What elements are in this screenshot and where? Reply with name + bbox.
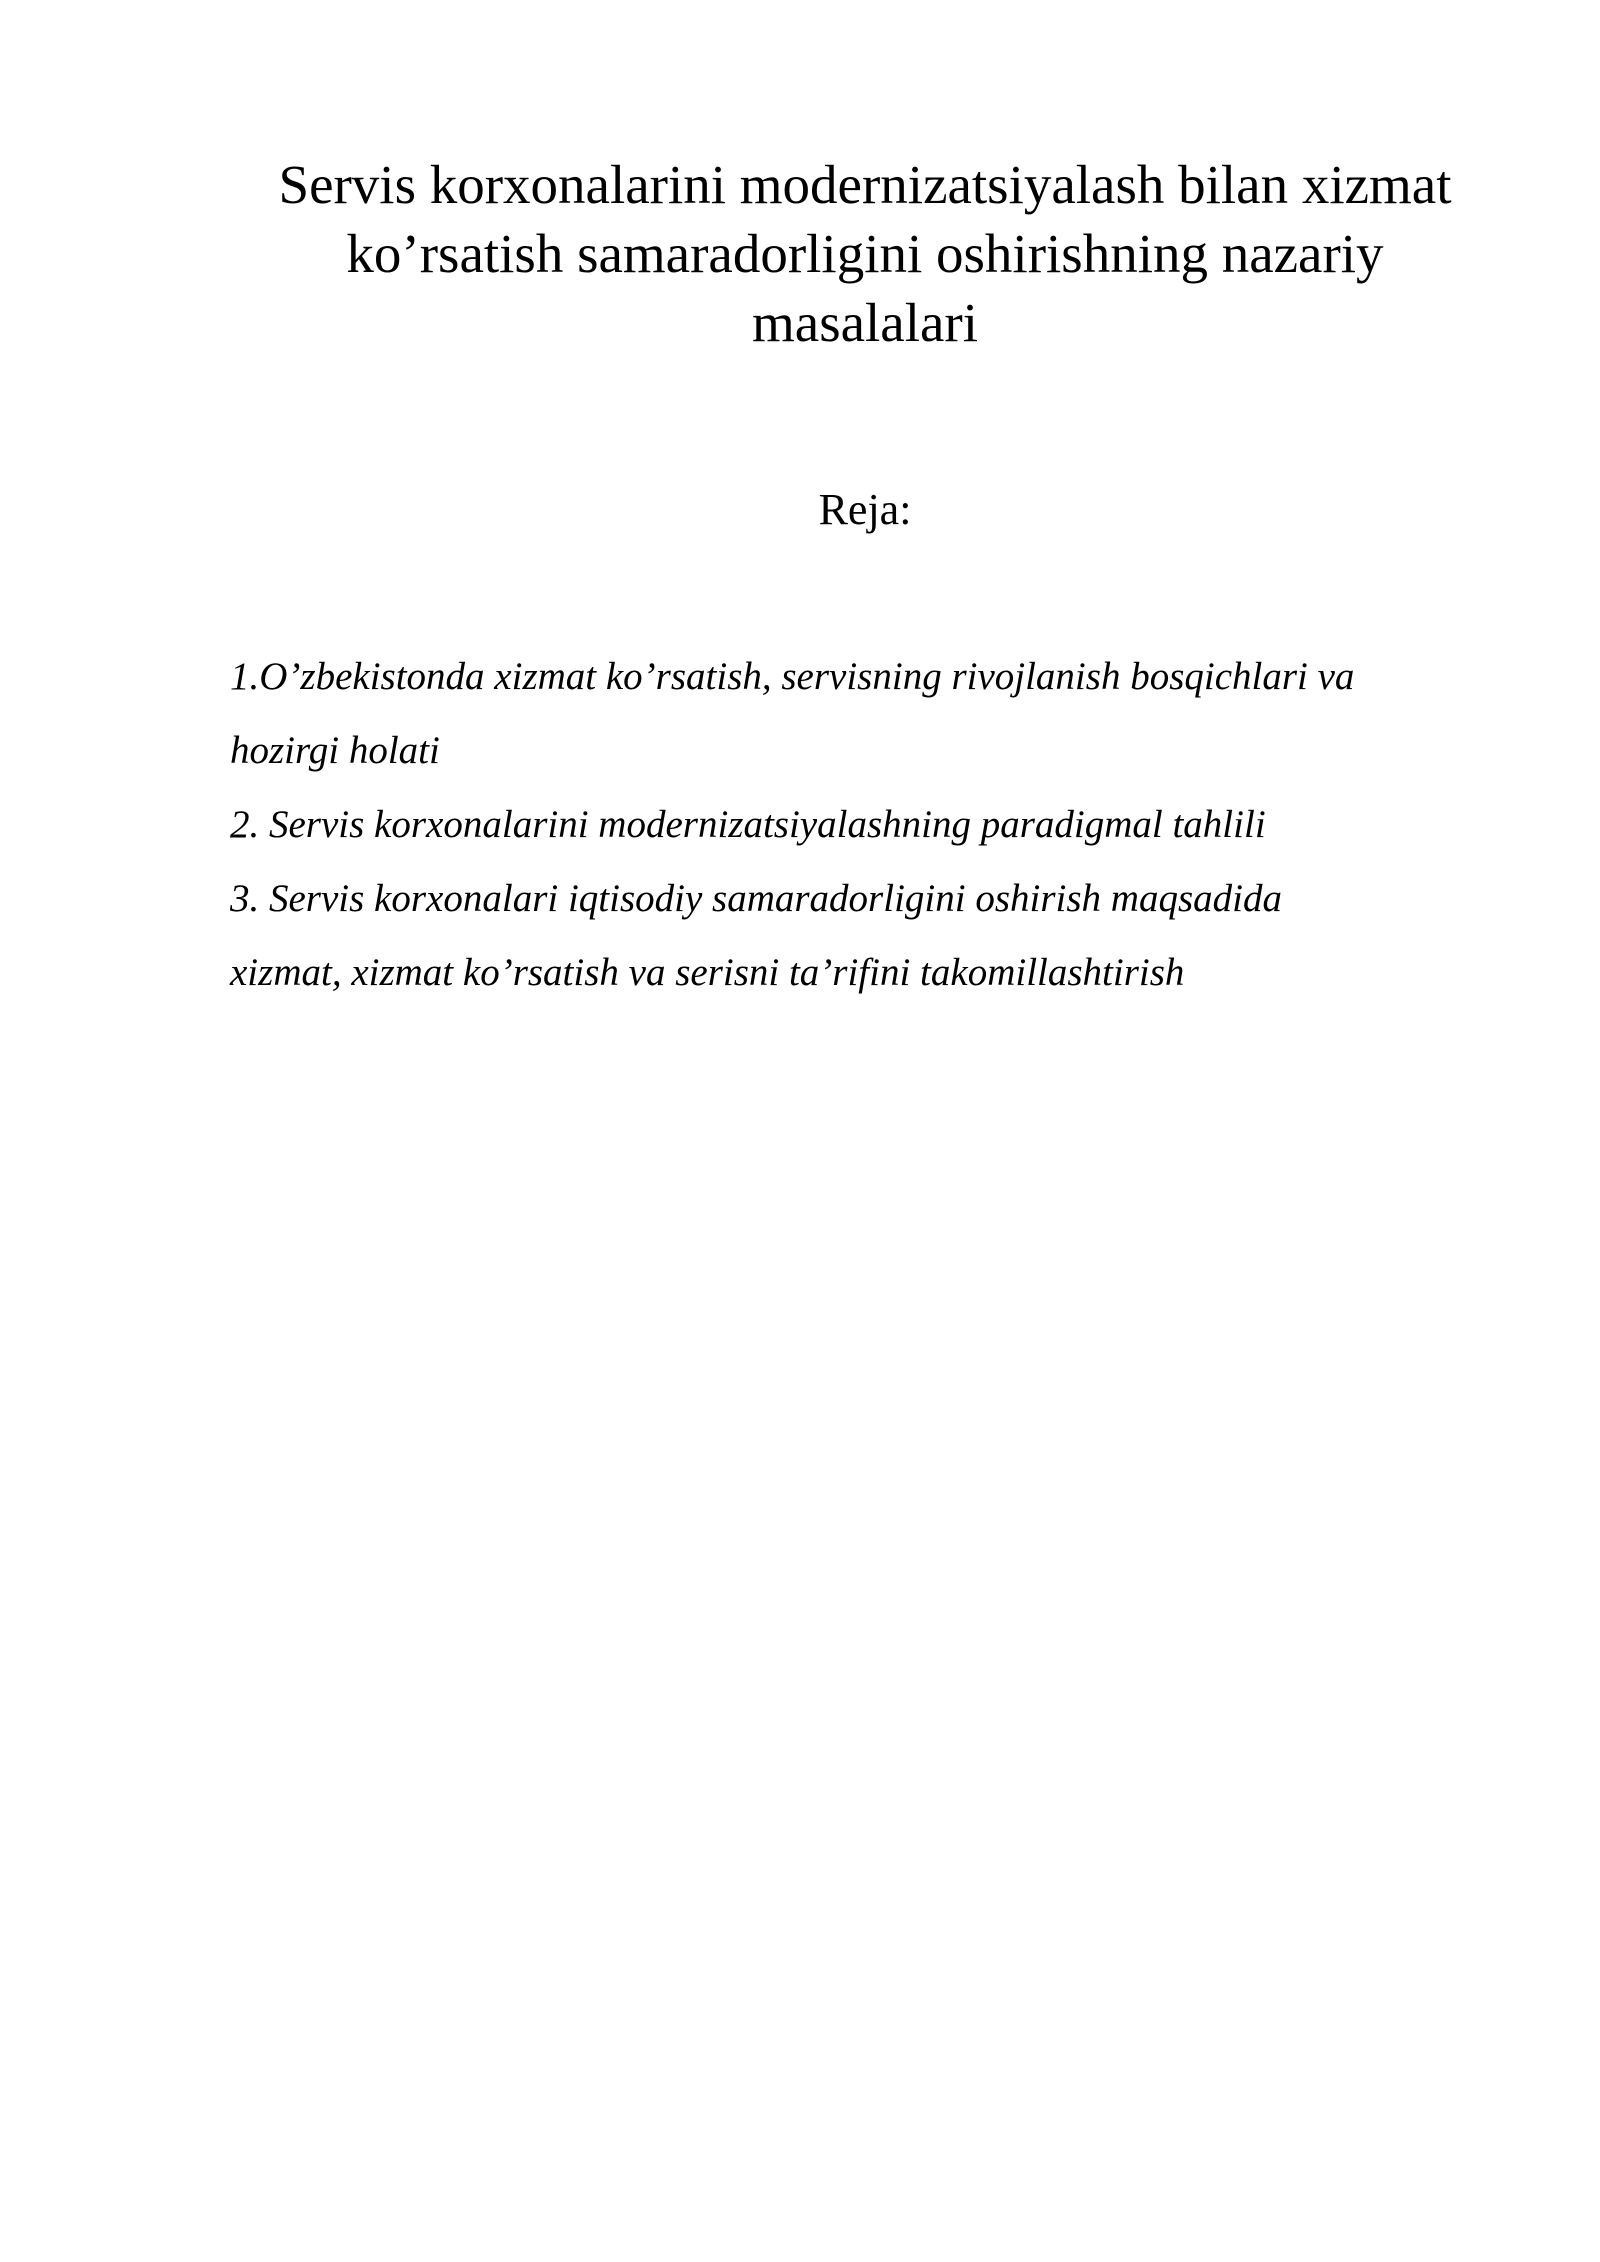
plan-item-2 [230, 788, 1530, 862]
plan-item-3 [230, 862, 1530, 1010]
plan-item-line: 2. Servis korxonalarini modernizatsiyalashning paradigmal tahlili [230, 803, 1266, 846]
document-title [200, 150, 1530, 357]
title-line: ko’rsatish samaradorligini oshirishning nazariy [346, 223, 1384, 284]
plan-item-line: 1.O’zbekistonda xizmat ko’rsatish, servisning rivojlanish bosqichlari va [230, 655, 1355, 698]
plan-list [230, 640, 1530, 1010]
title-line: masalalari [752, 292, 978, 353]
plan-item-line: 3. Servis korxonalari iqtisodiy samaradorligini oshirish maqsadida [230, 877, 1282, 920]
title-line: Servis korxonalarini modernizatsiyalash bilan xizmat [278, 154, 1452, 215]
plan-heading: Reja: [818, 485, 912, 534]
plan-item-line: xizmat, xizmat ko’rsatish va serisni ta’rifini takomillashtirish [230, 951, 1185, 994]
plan-item-line: hozirgi holati [230, 729, 440, 772]
plan-item-1 [230, 640, 1530, 788]
